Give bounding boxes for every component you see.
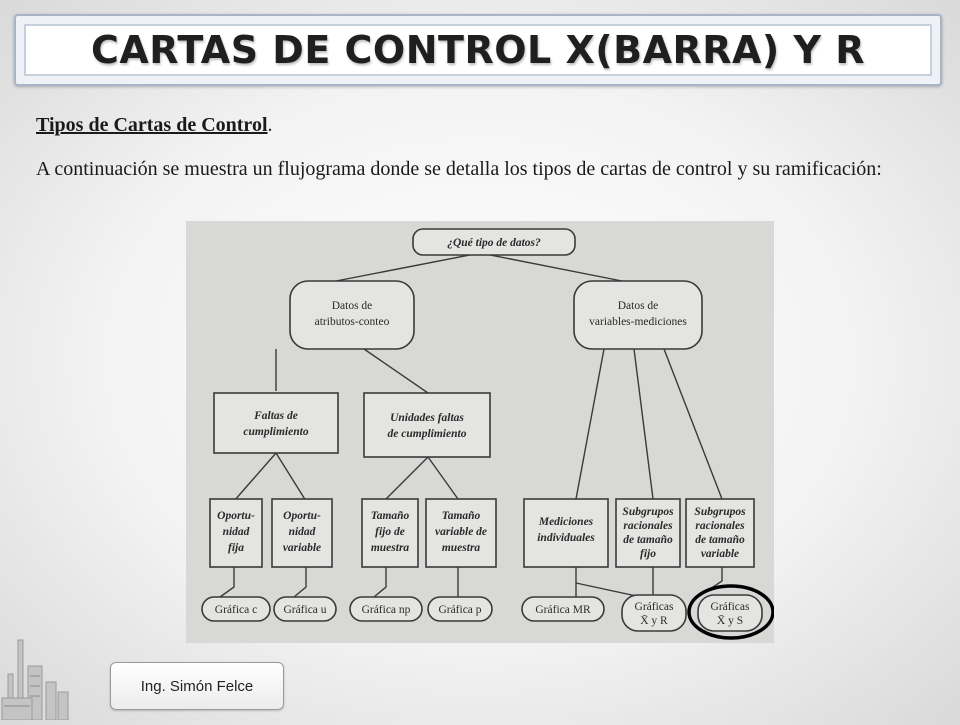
node-variable-opportunity (272, 499, 332, 567)
svg-text:de tamaño: de tamaño (695, 534, 745, 546)
title-inner (24, 24, 932, 76)
svg-text:Mediciones: Mediciones (538, 516, 594, 528)
node-nonconforming-units (364, 393, 490, 457)
svg-text:variable: variable (282, 542, 322, 554)
svg-text:variables-mediciones: variables-mediciones (589, 316, 687, 328)
svg-text:Gráfica p: Gráfica p (438, 604, 482, 616)
slide-title: CARTAS DE CONTROL X(BARRA) Y R (90, 28, 866, 72)
chart-c (202, 597, 270, 621)
svg-text:Subgrupos: Subgrupos (622, 506, 674, 518)
svg-text:Gráficas: Gráficas (710, 601, 750, 613)
svg-text:fijo de: fijo de (375, 526, 405, 538)
node-fixed-sample (362, 499, 418, 567)
node-fixed-subgroups (616, 499, 680, 567)
svg-text:Tamaño: Tamaño (441, 510, 481, 522)
author-label: Ing. Simón Felce (110, 662, 284, 710)
svg-text:Gráficas: Gráficas (634, 601, 674, 613)
svg-text:Subgrupos: Subgrupos (694, 506, 746, 518)
subheading-text: Tipos de Cartas de Control (36, 114, 268, 136)
svg-text:racionales: racionales (623, 520, 673, 532)
subheading (36, 114, 273, 137)
factory-logo (0, 632, 72, 720)
svg-text:nidad: nidad (222, 526, 250, 538)
svg-text:variable: variable (700, 548, 740, 560)
svg-text:Gráfica c: Gráfica c (214, 604, 258, 616)
svg-text:Unidades faltas: Unidades faltas (390, 412, 464, 424)
svg-text:Gráfica np: Gráfica np (361, 604, 411, 616)
svg-text:muestra: muestra (441, 542, 481, 554)
flowchart-image (186, 221, 774, 643)
svg-text:atributos-conteo: atributos-conteo (314, 316, 390, 328)
svg-text:X̄ y S: X̄ y S (716, 615, 744, 627)
svg-text:Datos de: Datos de (331, 300, 373, 312)
chart-xbar-s (698, 595, 762, 631)
svg-text:fijo: fijo (640, 548, 656, 560)
chart-xbar-r (622, 595, 686, 631)
svg-text:Gráfica MR: Gráfica MR (535, 604, 591, 616)
chart-u (274, 597, 336, 621)
node-individual-measurements (524, 499, 608, 567)
svg-text:Tamaño: Tamaño (370, 510, 410, 522)
svg-text:X̄ y R: X̄ y R (640, 615, 668, 627)
node-variable-subgroups (686, 499, 754, 567)
svg-text:cumplimiento: cumplimiento (243, 426, 309, 438)
node-variable-sample (426, 499, 496, 567)
svg-text:muestra: muestra (370, 542, 410, 554)
title-frame (14, 14, 942, 86)
node-variables (574, 281, 702, 349)
node-nonconformities (214, 393, 338, 453)
chart-np (350, 597, 422, 621)
intro-paragraph: A continuación se muestra un flujograma donde se detalla los tipos de cartas de control y su ramificación: (36, 158, 882, 180)
svg-text:Gráfica u: Gráfica u (283, 604, 327, 616)
svg-text:Oportu-: Oportu- (217, 510, 255, 522)
svg-text:Oportu-: Oportu- (283, 510, 321, 522)
svg-text:Datos de: Datos de (617, 300, 659, 312)
svg-text:de cumplimiento: de cumplimiento (387, 428, 467, 440)
svg-text:variable de: variable de (434, 526, 488, 538)
subheading-suffix: . (267, 114, 273, 136)
svg-text:Faltas de: Faltas de (254, 410, 298, 422)
svg-text:nidad: nidad (288, 526, 316, 538)
svg-text:fija: fija (228, 542, 244, 554)
svg-text:de tamaño: de tamaño (623, 534, 673, 546)
node-root (413, 229, 575, 255)
svg-text:racionales: racionales (695, 520, 745, 532)
chart-p (428, 597, 492, 621)
node-fixed-opportunity (210, 499, 262, 567)
node-attributes (290, 281, 414, 349)
svg-text:individuales: individuales (537, 532, 595, 544)
node-root-label: ¿Qué tipo de datos? (447, 237, 541, 249)
chart-mr (522, 597, 604, 621)
flowchart-svg (186, 221, 774, 643)
